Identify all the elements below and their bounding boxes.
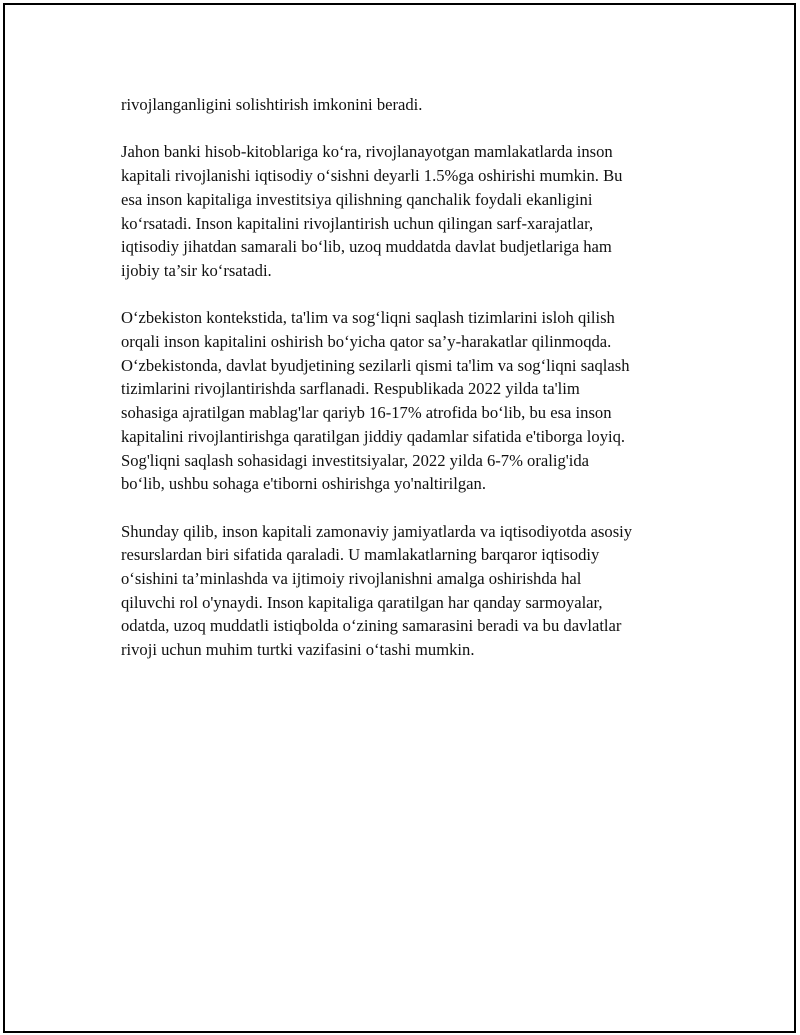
- text-line: tizimlarini rivojlantirishda sarflanadi. Respublikada 2022 yilda ta'lim: [121, 379, 580, 399]
- text-line: odatda, uzoq muddatli istiqbolda o‘zining samarasini beradi va bu davlatlar: [121, 616, 622, 636]
- text-line: rivoji uchun muhim turtki vazifasini o‘tashi mumkin.: [121, 640, 475, 660]
- text-line: kapitalini rivojlantirishga qaratilgan jiddiy qadamlar sifatida e'tiborga loyiq.: [121, 426, 626, 446]
- text-line: bo‘lib, ushbu sohaga e'tiborni oshirishga yo'naltirilgan.: [121, 474, 486, 494]
- text-line: ijobiy ta’sir ko‘rsatadi.: [121, 260, 272, 280]
- text-line: Jahon banki hisob-kitoblariga ko‘ra, rivojlanayotgan mamlakatlarda inson: [121, 142, 613, 162]
- text-line: sohasiga ajratilgan mablag'lar qariyb 16-17% atrofida bo‘lib, bu esa inson: [121, 403, 612, 423]
- paragraph-3: [121, 306, 701, 496]
- paragraph-4: [121, 520, 701, 662]
- text-line: iqtisodiy jihatdan samarali bo‘lib, uzoq muddatda davlat budjetlariga ham: [121, 237, 612, 257]
- document-body: [121, 93, 701, 686]
- text-line: esa inson kapitaliga investitsiya qilishning qanchalik foydali ekanligini: [121, 189, 593, 209]
- text-line: O‘zbekiston kontekstida, ta'lim va sog‘liqni saqlash tizimlarini isloh qilish: [121, 308, 615, 328]
- text-line: resurslardan biri sifatida qaraladi. U mamlakatlarning barqaror iqtisodiy: [121, 545, 600, 565]
- text-line: o‘sishini ta’minlashda va ijtimoiy rivojlanishni amalga oshirishda hal: [121, 569, 582, 589]
- text-line: Sog'liqni saqlash sohasidagi investitsiyalar, 2022 yilda 6-7% oralig'ida: [121, 450, 590, 470]
- page-frame: [3, 3, 796, 1033]
- paragraph-1: [121, 93, 701, 117]
- text-line: orqali inson kapitalini oshirish bo‘yicha qator sa’y-harakatlar qilinmoqda.: [121, 332, 612, 351]
- text-line: Shunday qilib, inson kapitali zamonaviy jamiyatlarda va iqtisodiyotda asosiy: [121, 521, 633, 541]
- paragraph-2: [121, 140, 701, 282]
- text-line: ko‘rsatadi. Inson kapitalini rivojlantirish uchun qilingan sarf-xarajatlar,: [121, 213, 594, 233]
- text-line: qiluvchi rol o'ynaydi. Inson kapitaliga qaratilgan har qanday sarmoyalar,: [121, 592, 603, 612]
- text-line: kapitali rivojlanishi iqtisodiy o‘sishni deyarli 1.5%ga oshirishi mumkin. Bu: [121, 166, 623, 186]
- text-line: rivojlanganligini solishtirish imkonini beradi.: [121, 95, 423, 114]
- text-line: O‘zbekistonda, davlat byudjetining sezilarli qismi ta'lim va sog‘liqni saqlash: [121, 355, 630, 375]
